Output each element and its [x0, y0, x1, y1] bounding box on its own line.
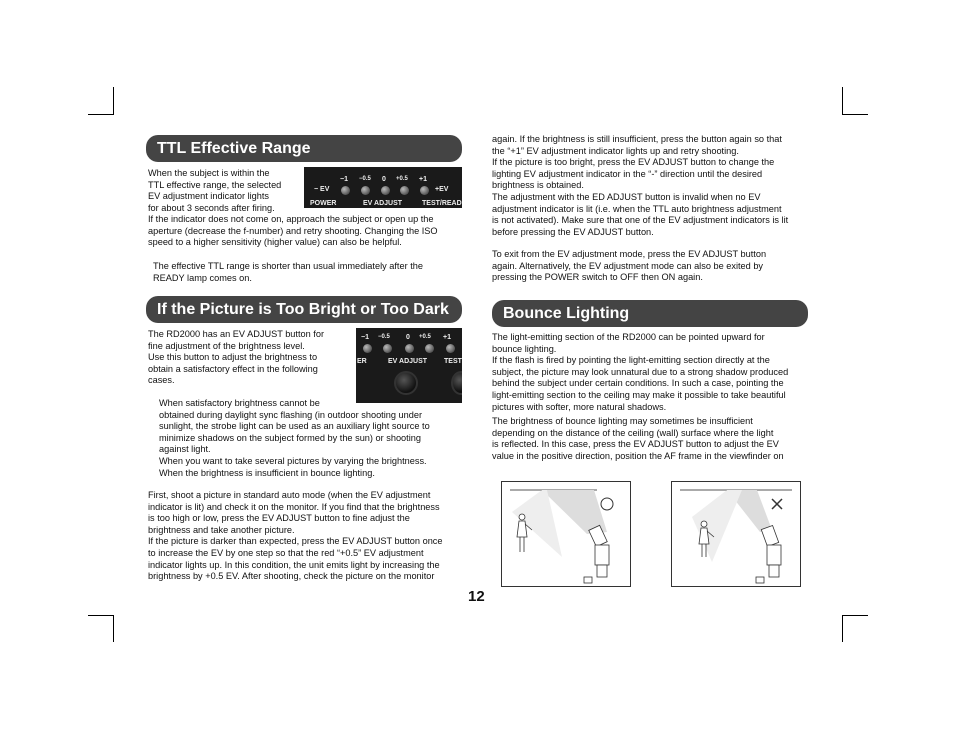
- crop-mark: [842, 87, 843, 114]
- ev-level-label: +1: [443, 334, 451, 341]
- bounce-heading: Bounce Lighting: [492, 300, 808, 327]
- bright-cases: When satisfactory brightness cannot be obtained during daylight sync flashing (in outdoor shooting under sunlight, the strobe light can be used as an auxiliary light source to minimize shadows on the subject formed by the sun) or shooting against light. When you want to take several pictures by varying the brightness. When the brightness is insufficient in bounce lighting.: [159, 398, 430, 478]
- right-exit: To exit from the EV adjustment mode, press the EV ADJUST button again. Alternatively, the EV adjustment mode can also be exited by pressing the POWER switch to OFF then ON again.: [492, 249, 767, 283]
- ttl-note: The effective TTL range is shorter than usual immediately after the READY lamp comes on.: [153, 261, 423, 283]
- bounce-figure-good: [501, 481, 631, 587]
- er-label: ER: [357, 358, 367, 365]
- ev-indicator-lamp: [361, 186, 370, 195]
- crop-mark: [842, 615, 843, 642]
- ev-indicator-lamp: [420, 186, 429, 195]
- ev-adjust-label: EV ADJUST: [388, 358, 428, 365]
- ev-indicator-lamp: [363, 344, 372, 353]
- ev-indicator-lamp: [341, 186, 350, 195]
- bright-intro: The RD2000 has an EV ADJUST button for fine adjustment of the brightness level. Use this button to adjust the brightness to obtain a satisfactory effect in the following cases.: [148, 329, 325, 386]
- right-continued: again. If the brightness is still insufficient, press the button again so that the “+1” EV adjustment indicator lights up and retry shooting. If the picture is too bright, press the EV ADJUST button to change the lighting EV adjustment indicator in the “-” direction until the desired brightness is obtained. The adjustment with the ED ADJUST button is invalid when no EV adjustment indicator is lit (i.e. when the TTL auto brightness adjustment is not activated). Make sure that one of the EV adjustment indicators is lit before pressing the EV ADJUST button.: [492, 134, 789, 237]
- ev-panel-image: [304, 167, 462, 208]
- ev-level-label: +0.5: [419, 334, 431, 340]
- ttl-intro: When the subject is within the TTL effective range, the selected EV adjustment indicator lights for about 3 seconds after firing.: [148, 168, 282, 213]
- power-label: POWER: [310, 200, 337, 207]
- test-ready-label: TEST/READ: [422, 200, 462, 207]
- bounce-illustration-bad: [672, 482, 800, 586]
- ev-adjust-button-image: [394, 371, 418, 395]
- bounce-p1: The light-emitting section of the RD2000 can be pointed upward for bounce lighting. If the flash is fired by pointing the light-emitting section directly at the subject, the picture may look unnatural due to a strong shadow produced behind the subject under certain conditions. In such a case, pointing the light-emitting section to the ceiling may make it possible to take beautiful pictures with softer, more natural shadows.: [492, 332, 789, 412]
- page-number: 12: [468, 588, 485, 605]
- crop-mark: [842, 114, 868, 115]
- ev-level-label: +1: [419, 176, 427, 183]
- crop-mark: [88, 615, 114, 616]
- ev-level-label: +0.5: [396, 176, 408, 182]
- test-label: TEST: [444, 358, 462, 365]
- ev-level-label: 0: [382, 176, 386, 183]
- ev-level-label: −0.5: [378, 334, 390, 340]
- ev-level-label: −1: [361, 334, 369, 341]
- ttl-heading: TTL Effective Range: [146, 135, 462, 162]
- bounce-p2: The brightness of bounce lighting may sometimes be insufficient depending on the distance of the ceiling (wall) surface where the light is reflected. In this case, press the EV ADJUST button to adjust the EV value in the positive direction, position the AF frame in the viewfinder on: [492, 416, 784, 461]
- test-button-image: [451, 371, 462, 395]
- ev-level-label: 0: [406, 334, 410, 341]
- crop-mark: [113, 615, 114, 642]
- ev-level-label: −1: [340, 176, 348, 183]
- ev-indicator-lamp: [425, 344, 434, 353]
- ev-adjust-panel-image: [356, 328, 462, 403]
- ev-indicator-lamp: [400, 186, 409, 195]
- bright-heading: If the Picture is Too Bright or Too Dark: [146, 296, 462, 323]
- bounce-illustration-good: [502, 482, 630, 586]
- ev-indicator-lamp: [381, 186, 390, 195]
- crop-mark: [842, 615, 868, 616]
- crop-mark: [113, 87, 114, 114]
- ev-indicator-lamp: [383, 344, 392, 353]
- ev-indicator-lamp: [446, 344, 455, 353]
- bounce-figure-bad: [671, 481, 801, 587]
- ttl-body: If the indicator does not come on, approach the subject or open up the aperture (decrease the f-number) and retry shooting. Changing the ISO speed to a higher sensitivity (higher value) can also be helpful.: [148, 214, 438, 248]
- minus-ev-label: − EV: [314, 186, 330, 193]
- crop-mark: [88, 114, 114, 115]
- bright-procedure: First, shoot a picture in standard auto mode (when the EV adjustment indicator is lit) and check it on the monitor. If you find that the brightness is too high or low, press the EV ADJUST button to fine adjust the brightness and take another picture. If the picture is darker than expected, press the EV ADJUST button once to increase the EV by one step so that the red “+0.5” EV adjustment indicator lights up. In this condition, the unit emits light by increasing the brightness by +0.5 EV. After shooting, check the picture on the monitor: [148, 490, 443, 582]
- ev-adjust-label: EV ADJUST: [363, 200, 403, 207]
- plus-ev-label: +EV: [435, 186, 449, 193]
- ev-indicator-lamp: [405, 344, 414, 353]
- ev-level-label: −0.5: [359, 176, 371, 182]
